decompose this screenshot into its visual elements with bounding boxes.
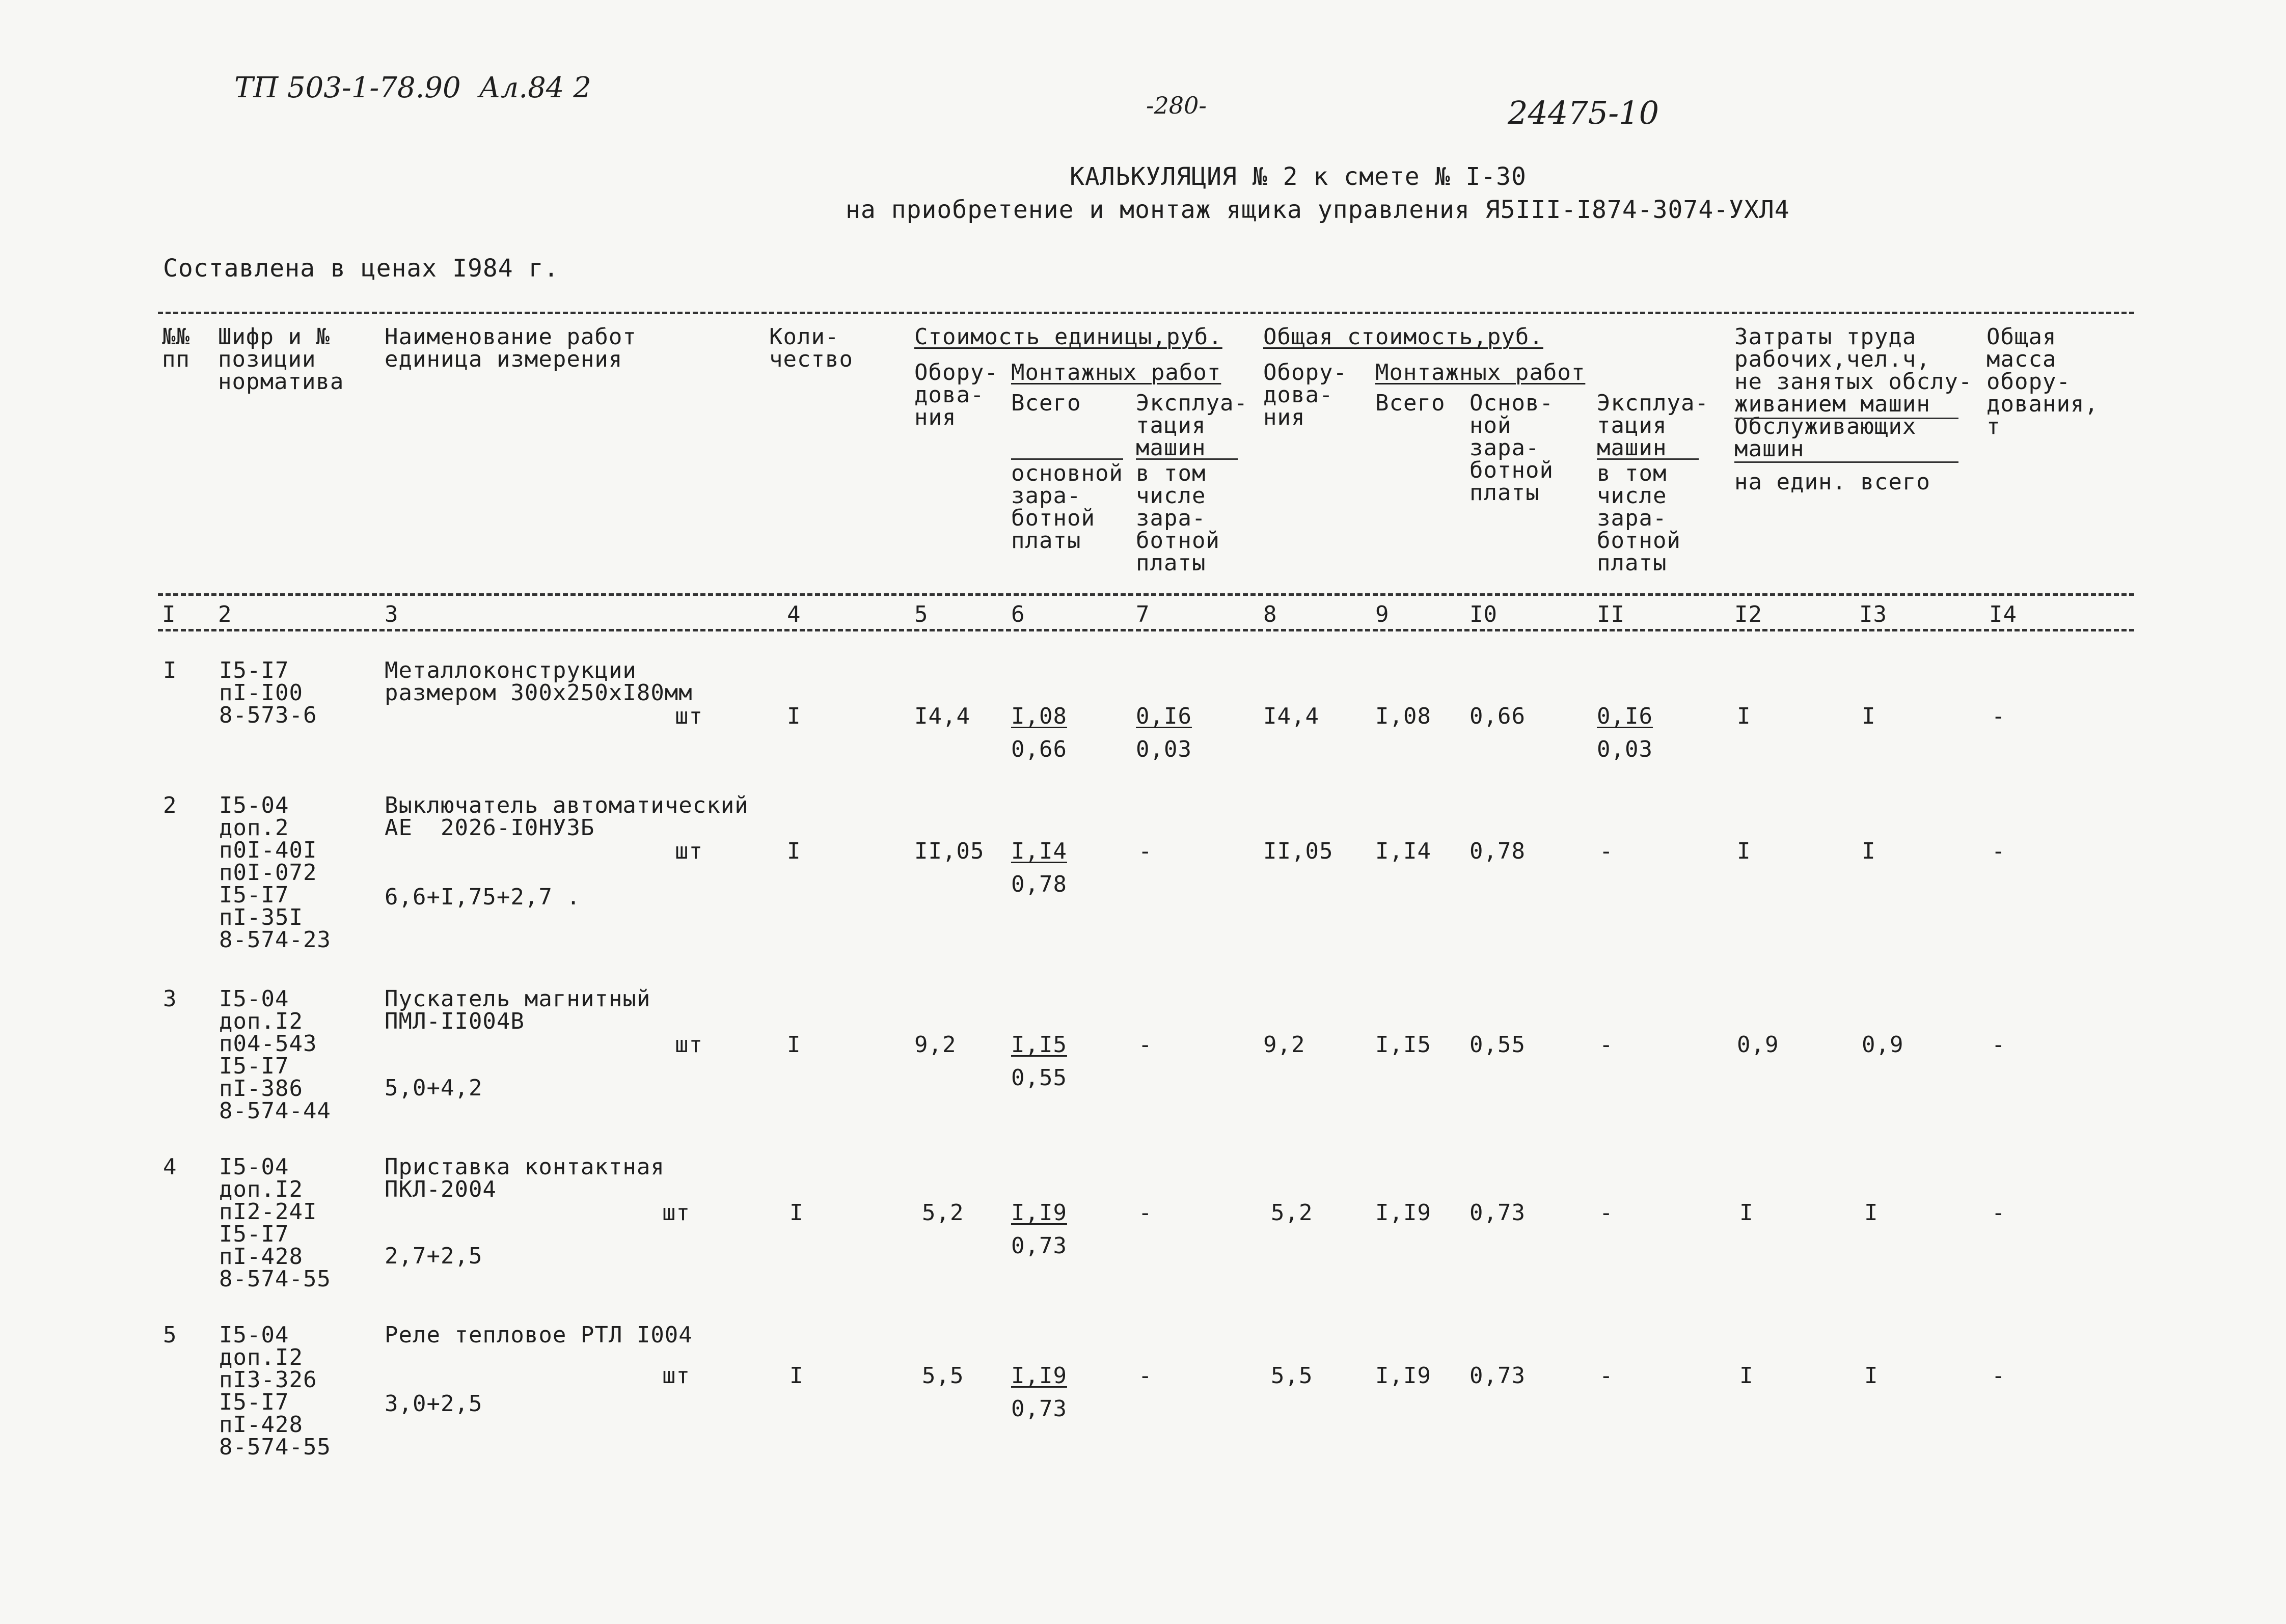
row-number: 4 — [163, 1154, 177, 1180]
row-mount-total: I,I9 — [1011, 1200, 1067, 1226]
row-unit: шт — [675, 703, 703, 729]
document-title: КАЛЬКУЛЯЦИЯ № 2 к смете № I-30 — [1070, 162, 1527, 191]
document-number: 24475-10 — [1508, 94, 1659, 131]
row-machines: - — [1138, 1363, 1153, 1389]
header-unit-equipment: Обору- дова- ния — [914, 360, 998, 430]
row-name: Выключатель автоматический АЕ 2026-I0НУ3Б — [385, 792, 749, 841]
col-number: I2 — [1734, 601, 1762, 627]
header-total-total: Всего — [1375, 390, 1446, 416]
row-total-equipment: 9,2 — [1263, 1032, 1305, 1058]
row-total-mount: I,I9 — [1375, 1363, 1431, 1389]
header-total-mount: Монтажных работ — [1375, 360, 1586, 386]
row-calculation: 3,0+2,5 — [385, 1391, 483, 1417]
col-number: I4 — [1989, 601, 2017, 627]
row-code: I5-I7 пI-I00 8-573-6 — [219, 657, 317, 728]
column-numbers-rule — [158, 629, 2134, 631]
row-number: 5 — [163, 1322, 177, 1348]
row-equipment: 9,2 — [914, 1032, 957, 1058]
document-subtitle: на приобретение и монтаж ящика управления Я5III-I874-3074-УХЛ4 — [846, 196, 1790, 224]
row-name: Реле тепловое РТЛ I004 — [385, 1322, 693, 1348]
row-mount-wage: 0,73 — [1011, 1396, 1067, 1422]
col-number: II — [1597, 601, 1625, 627]
row-equipment: II,05 — [914, 838, 985, 864]
row-total-mount: I,I5 — [1375, 1032, 1431, 1058]
row-total-equipment: 5,2 — [1271, 1200, 1313, 1226]
row-unit: шт — [675, 1032, 703, 1058]
row-labor-unit: I — [1737, 838, 1751, 864]
row-unit: шт — [662, 1363, 690, 1389]
col-number: 9 — [1375, 601, 1390, 627]
total-machines-fraction-line — [1597, 458, 1699, 460]
header-labor: Затраты труда рабочих,чел.ч, не занятых обслу- живанием машин Обслуживающих машин — [1734, 324, 1973, 462]
header-mass: Общая масса обору- дования, т — [1986, 324, 2099, 439]
row-mount-total: I,I5 — [1011, 1032, 1067, 1058]
row-total-wage: 0,55 — [1469, 1032, 1526, 1058]
header-total-cost: Общая стоимость,руб. — [1263, 324, 1543, 350]
row-total-wage: 0,78 — [1469, 838, 1526, 864]
row-mount-total: I,I9 — [1011, 1363, 1067, 1389]
row-mount-wage: 0,78 — [1011, 871, 1067, 897]
row-number: 3 — [163, 986, 177, 1012]
row-mount-wage: 0,66 — [1011, 736, 1067, 762]
row-total-machines: - — [1599, 1032, 1614, 1058]
header-bottom-rule — [158, 593, 2134, 596]
row-total-mount: I,08 — [1375, 703, 1431, 729]
unit-machines-fraction-line — [1136, 458, 1238, 460]
row-labor-total: 0,9 — [1862, 1032, 1904, 1058]
row-labor-total: I — [1864, 1363, 1879, 1389]
row-mount-wage: 0,73 — [1011, 1233, 1067, 1259]
row-name: Металлоконструкции размером 300х250хI80мм — [385, 657, 693, 706]
row-total-mount: I,I4 — [1375, 838, 1431, 864]
row-labor-unit: I — [1739, 1200, 1754, 1226]
page-number: -280- — [1146, 92, 1207, 119]
header-unit-machines-wage: в том числе зара- ботной платы — [1136, 460, 1220, 576]
labor-fraction-line-1 — [1734, 418, 1958, 419]
row-labor-total: I — [1864, 1200, 1879, 1226]
row-labor-total: I — [1862, 703, 1876, 729]
row-mass: - — [1992, 1200, 2006, 1226]
row-code: I5-04 доп.I2 пI2-24I I5-I7 пI-428 8-574-55 — [219, 1154, 331, 1292]
row-machines: 0,I6 — [1136, 703, 1192, 729]
row-mass: - — [1992, 838, 2006, 864]
row-qty: I — [787, 838, 801, 864]
row-labor-unit: I — [1737, 703, 1751, 729]
col-number: 6 — [1011, 601, 1025, 627]
unit-total-fraction-line — [1011, 458, 1123, 460]
row-machines: - — [1138, 1200, 1153, 1226]
row-name: Приставка контактная ПКЛ-2004 — [385, 1154, 665, 1202]
row-code: I5-04 доп.I2 пI3-326 I5-I7 пI-428 8-574-55 — [219, 1322, 331, 1460]
row-total-mount: I,I9 — [1375, 1200, 1431, 1226]
header-quantity: Коли- чество — [769, 324, 853, 372]
row-total-machines: - — [1599, 1200, 1614, 1226]
row-unit: шт — [675, 838, 703, 864]
header-work-name: Наименование работ единица измерения — [385, 324, 637, 372]
project-code: ТП 503-1-78.90 Ал.84 2 — [234, 71, 591, 104]
row-equipment: 5,2 — [922, 1200, 964, 1226]
row-qty: I — [790, 1363, 804, 1389]
header-unit-cost: Стоимость единицы,руб. — [914, 324, 1222, 350]
col-number: 3 — [385, 601, 399, 627]
header-unit-machines: Эксплуа- тация машин — [1136, 390, 1248, 461]
row-labor-unit: I — [1739, 1363, 1754, 1389]
row-name: Пускатель магнитный ПМЛ-II004В — [385, 986, 651, 1034]
row-labor-unit: 0,9 — [1737, 1032, 1779, 1058]
row-calculation: 5,0+4,2 — [385, 1075, 483, 1101]
row-qty: I — [790, 1200, 804, 1226]
row-mount-total: I,I4 — [1011, 838, 1067, 864]
price-base-note: Составлена в ценах I984 г. — [163, 254, 559, 283]
header-total-equipment: Обору- дова- ния — [1263, 360, 1347, 430]
labor-fraction-line-2 — [1734, 461, 1958, 463]
header-total-machines-wage: в том числе зара- ботной платы — [1597, 460, 1681, 576]
col-number: 5 — [914, 601, 929, 627]
row-code: I5-04 доп.I2 п04-543 I5-I7 пI-386 8-574-44 — [219, 986, 331, 1124]
row-total-machines: 0,I6 — [1597, 703, 1653, 729]
col-number: 4 — [787, 601, 801, 627]
col-number: I — [162, 601, 176, 627]
row-machines-wage: 0,03 — [1136, 736, 1192, 762]
row-machines: - — [1138, 838, 1153, 864]
header-unit-total: Всего — [1011, 390, 1081, 416]
row-unit: шт — [662, 1200, 690, 1226]
row-mass: - — [1992, 703, 2006, 729]
row-qty: I — [787, 703, 801, 729]
row-total-equipment: II,05 — [1263, 838, 1334, 864]
col-number: 2 — [218, 601, 232, 627]
row-equipment: 5,5 — [922, 1363, 964, 1389]
row-mount-wage: 0,55 — [1011, 1065, 1067, 1091]
row-total-wage: 0,73 — [1469, 1200, 1526, 1226]
row-number: I — [163, 657, 177, 683]
header-unit-basic-wage: основной зара- ботной платы — [1011, 460, 1123, 554]
row-machines: - — [1138, 1032, 1153, 1058]
row-total-wage: 0,66 — [1469, 703, 1526, 729]
row-code: I5-04 доп.2 п0I-40I п0I-072 I5-I7 пI-35I 8-574-23 — [219, 792, 331, 953]
col-number: I3 — [1859, 601, 1887, 627]
header-labor-unit-total: на един. всего — [1734, 469, 1930, 495]
row-calculation: 2,7+2,5 — [385, 1243, 483, 1269]
row-calculation: 6,6+I,75+2,7 . — [385, 884, 581, 910]
row-total-machines-wage: 0,03 — [1597, 736, 1653, 762]
col-number: 8 — [1263, 601, 1277, 627]
row-equipment: I4,4 — [914, 703, 970, 729]
row-total-equipment: I4,4 — [1263, 703, 1319, 729]
row-mass: - — [1992, 1032, 2006, 1058]
header-unit-mount: Монтажных работ — [1011, 360, 1221, 386]
row-total-equipment: 5,5 — [1271, 1363, 1313, 1389]
row-mass: - — [1992, 1363, 2006, 1389]
row-mount-total: I,08 — [1011, 703, 1067, 729]
row-number: 2 — [163, 792, 177, 818]
header-code: Шифр и № позиции норматива — [218, 324, 344, 395]
col-number: I0 — [1469, 601, 1498, 627]
row-total-machines: - — [1599, 838, 1614, 864]
header-total-machines: Эксплуа- тация машин — [1597, 390, 1709, 461]
row-total-machines: - — [1599, 1363, 1614, 1389]
table-top-rule — [158, 312, 2134, 314]
header-total-basic-wage: Основ- ной зара- ботной платы — [1469, 390, 1554, 506]
row-labor-total: I — [1862, 838, 1876, 864]
header-row-number: №№ пп — [162, 324, 190, 372]
col-number: 7 — [1136, 601, 1150, 627]
row-qty: I — [787, 1032, 801, 1058]
row-total-wage: 0,73 — [1469, 1363, 1526, 1389]
